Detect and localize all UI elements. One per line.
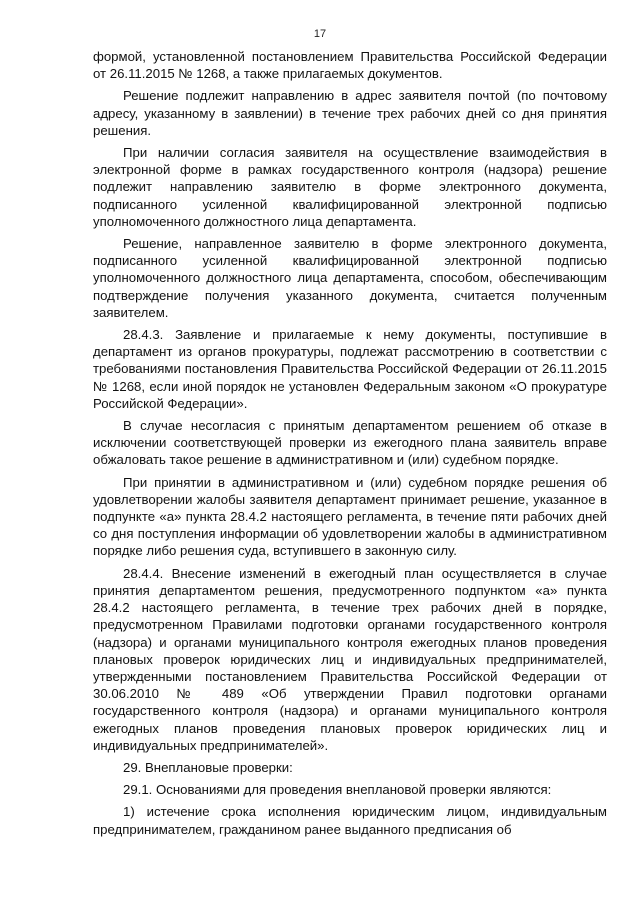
document-body — [93, 48, 607, 843]
paragraph-5: 28.4.3. Заявление и прилагаемые к нему документы, поступившие в департамент из органов прокуратуры, подлежат рассмотрению в соответствии с требованиями постановления Правительства Российской Федерации от 26.11.2015 № 1268, если иной порядок не установлен Федеральным законом «О прокуратуре Российской Федерации». — [93, 327, 607, 411]
paragraph-11: 1) истечение срока исполнения юридическим лицом, индивидуальным предпринимателем, гражданином ранее выданного предписания об — [93, 804, 607, 837]
paragraph-1: формой, установленной постановлением Правительства Российской Федерации от 26.11.2015 № 1268, а также прилагаемых документов. — [93, 49, 607, 82]
paragraph-6: В случае несогласия с принятым департаментом решением об отказе в исключении соответствующей проверки из ежегодного плана заявитель вправе обжаловать такое решение в административном и (или) судебном порядке. — [93, 418, 607, 468]
paragraph-2: Решение подлежит направлению в адрес заявителя почтой (по почтовому адресу, указанному в заявлении) в течение трех рабочих дней со дня принятия решения. — [93, 88, 607, 138]
paragraph-3: При наличии согласия заявителя на осуществление взаимодействия в электронной форме в рамках государственного контроля (надзора) решение подлежит направлению заявителю в форме электронного документа, подписанного усиленной квалифицированной электронной подписью уполномоченного должностного лица департамента. — [93, 145, 607, 229]
paragraph-4: Решение, направленное заявителю в форме электронного документа, подписанного усиленной квалифицированной электронной подписью уполномоченного должностного лица департамента, способом, обеспечивающим подтверждение получения указанного документа, считается полученным заявителем. — [93, 236, 607, 320]
page-number: 17 — [313, 28, 327, 40]
paragraph-8: 28.4.4. Внесение изменений в ежегодный план осуществляется в случае принятия департаментом решения, предусмотренного подпунктом «а» пункта 28.4.2 настоящего регламента, в течение трех рабочих дней в порядке, предусмотренном Правилами подготовки органами государственного контроля (надзора) и органами муниципального контроля ежегодных планов проведения плановых проверок юридических лиц и индивидуальных предпринимателей, утвержденными постановлением Правительства Российской Федерации от 30.06.2010 № 489 «Об утверждении Правил подготовки органами государственного контроля (надзора) и органами муниципального контроля ежегодных планов проведения плановых проверок юридических лиц и индивидуальных предпринимателей». — [93, 565, 607, 753]
paragraph-10: 29.1. Основаниями для проведения внеплановой проверки являются: — [123, 782, 552, 798]
paragraph-7: При принятии в административном и (или) судебном порядке решения об удовлетворении жалобы заявителя департамент принимает решение, указанное в подпункте «а» пункта 28.4.2 настоящего регламента, в течение пяти рабочих дней со дня поступления информации об удовлетворении жалобы в административном порядке либо решения суда, вступившего в законную силу. — [93, 474, 607, 559]
paragraph-9: 29. Внеплановые проверки: — [123, 759, 293, 775]
